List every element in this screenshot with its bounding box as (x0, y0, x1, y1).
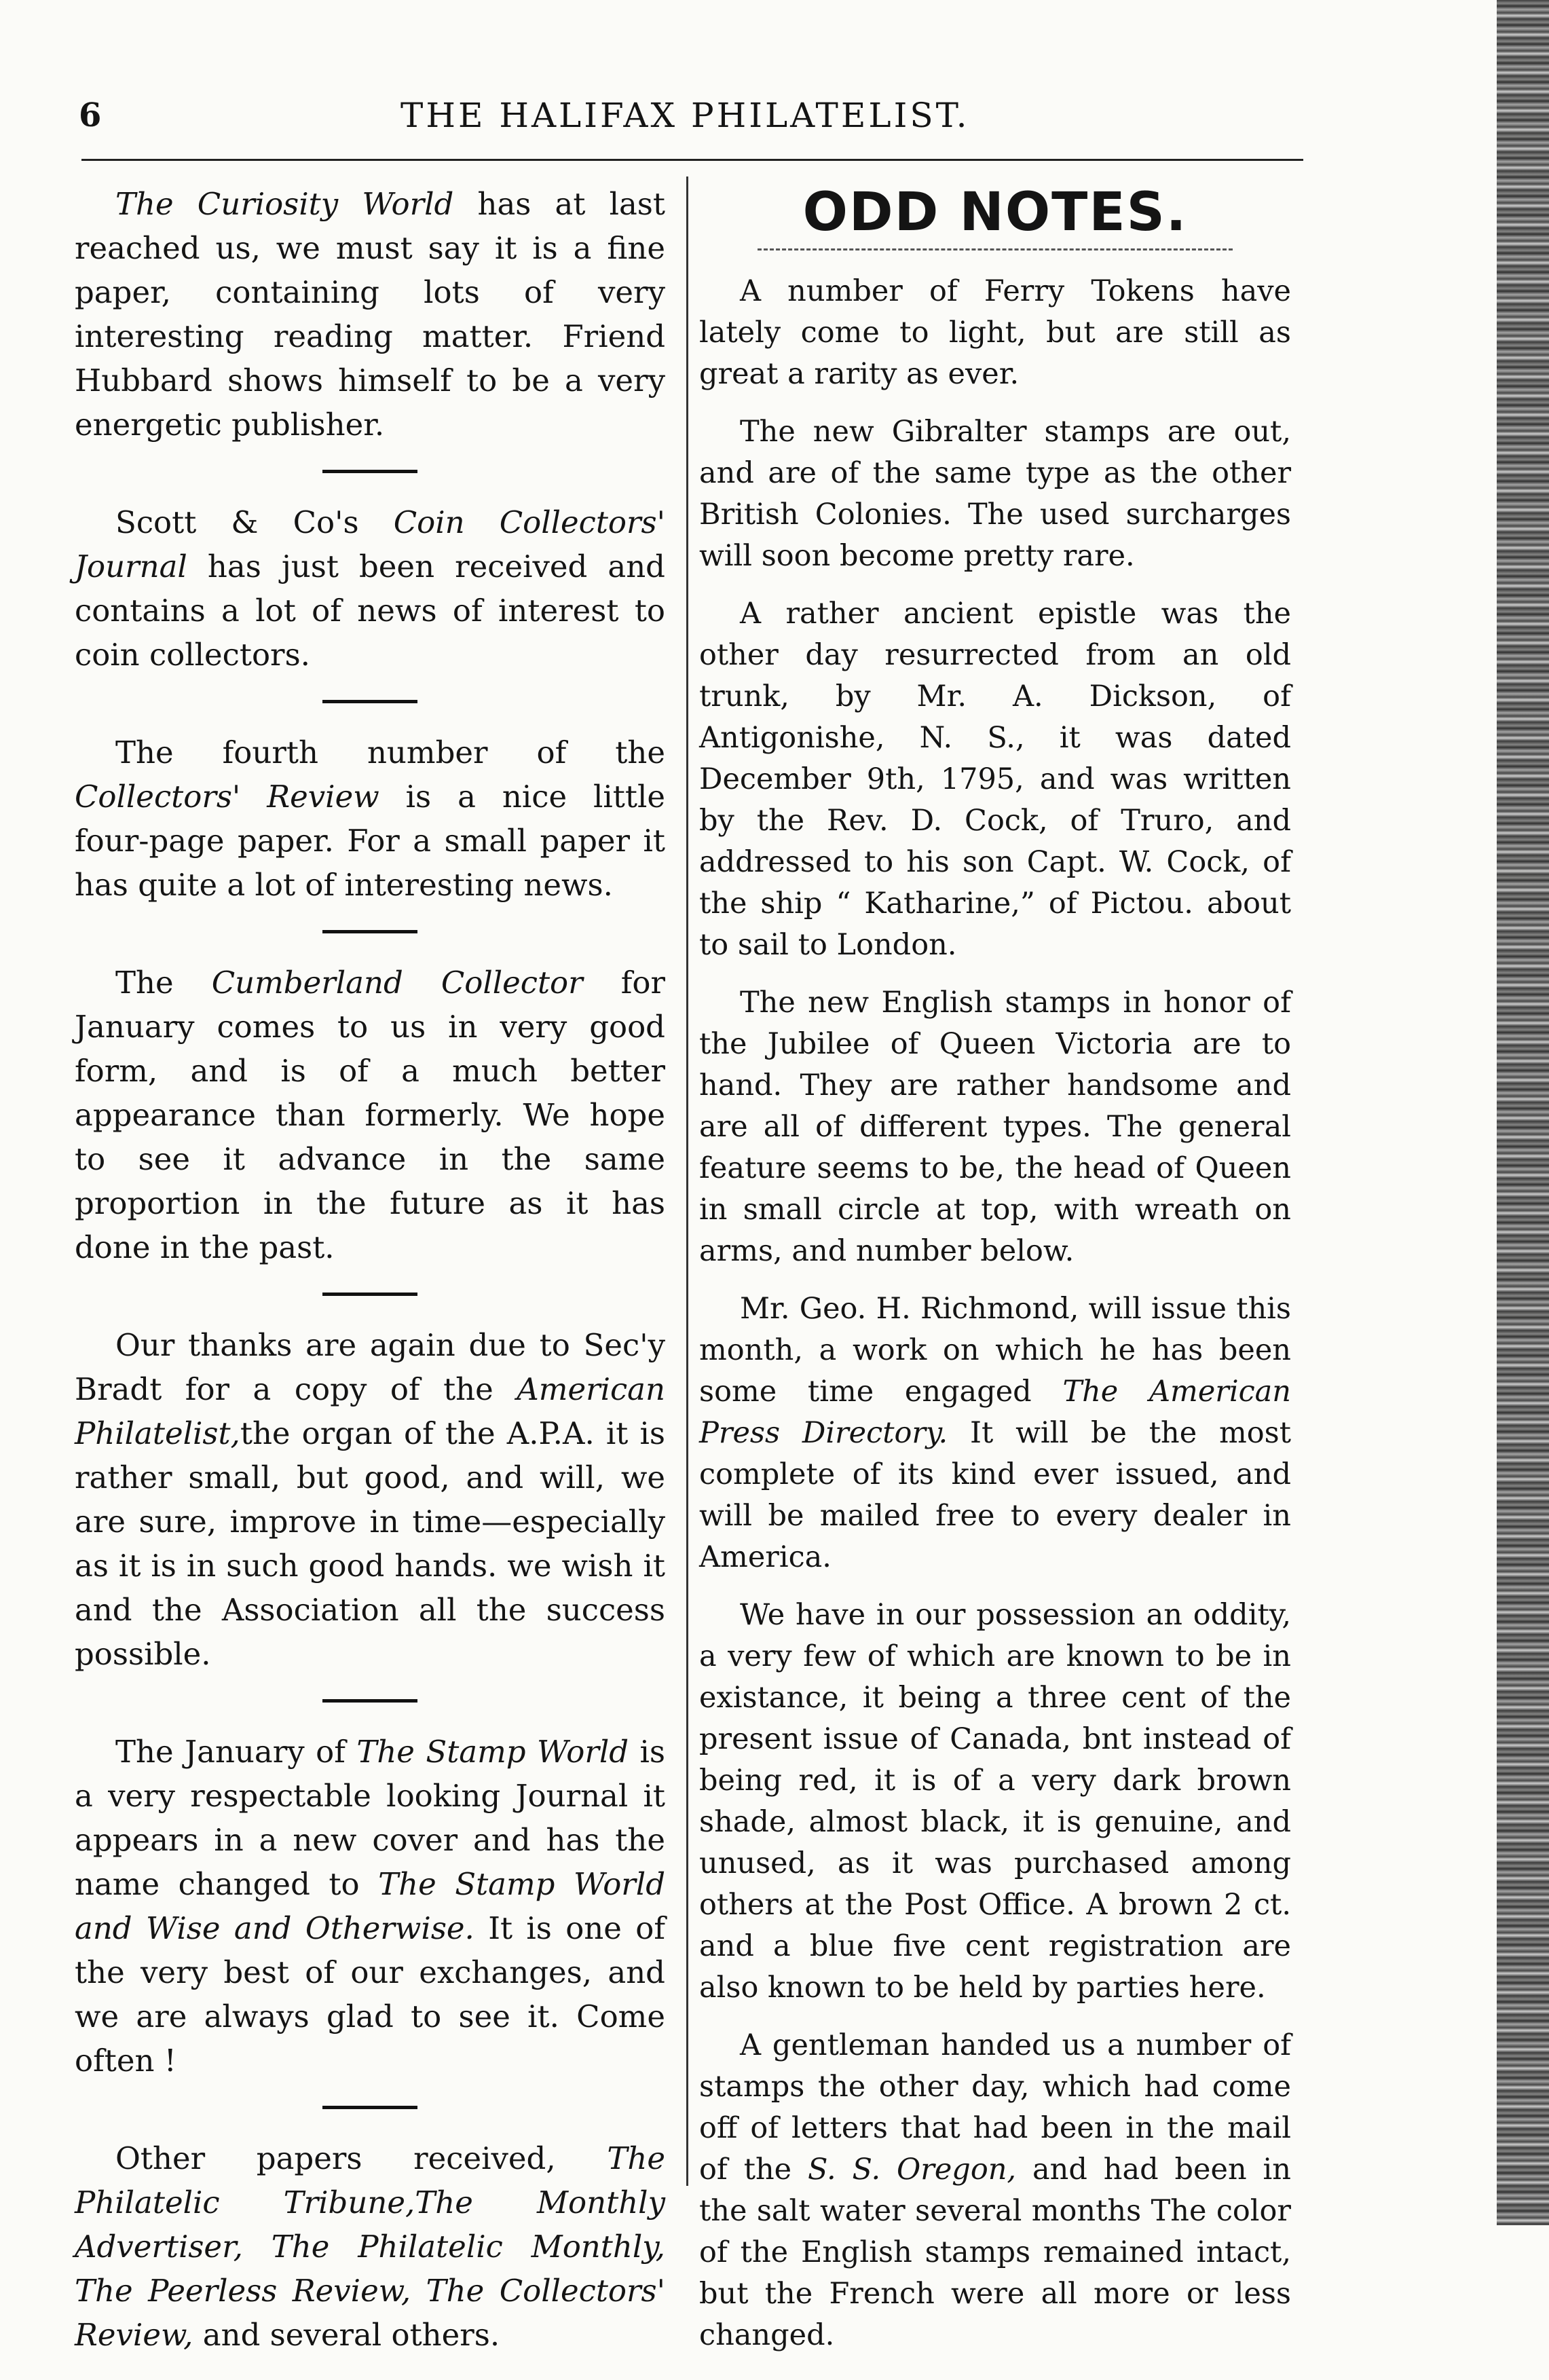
page-header (0, 88, 1549, 143)
text-run: and had been in the salt water several months The color of the English stamps remained intact, but the French were all more or less changed. (699, 2153, 1292, 2352)
heading-dash-rule (758, 248, 1233, 250)
italic-title-run: The Stamp World and Wise and Otherwise. (75, 1866, 665, 1946)
text-run: The new English stamps in honor of the Jubilee of Queen Victoria are to hand. They are rather handsome and are all of different types. The general feature seems to be, the head of Queen in small circle at top, with wreath on arms, and number below. (699, 986, 1291, 1268)
article-separator (322, 930, 417, 933)
odd-notes-heading: ODD NOTES. (802, 182, 1188, 243)
text-run: The fourth number of the (115, 735, 665, 770)
article-paragraph (699, 411, 1291, 577)
italic-title-run: The American Press Directory. (699, 1375, 1291, 1450)
text-run: A rather ancient epistle was the other day resurrected from an old trunk, by Mr. A. Dickson, of Antigonishe, N. S., it was dated December 9th, 1795, and was written by the Rev. D. Cock, of Truro, and addressed to his son Capt. W. Cock, of the ship “ Katharine,” of Pictou. about to sail to London. (699, 597, 1291, 962)
article-paragraph (75, 1323, 665, 1676)
article-separator (322, 1293, 417, 1296)
article-paragraph (699, 593, 1291, 966)
article-paragraph (699, 2025, 1291, 2356)
article-paragraph (699, 271, 1291, 395)
text-run: for January comes to us in very good form, and is of a much better appearance than formerly. We hope to see it advance in the same proportion in the future as it has done in the past. (75, 965, 665, 1265)
text-run: A number of Ferry Tokens have lately come to light, but are still as great a rarity as ever. (699, 274, 1291, 391)
text-run: and several others. (193, 2317, 500, 2353)
italic-title-run: Cumberland Collector (211, 965, 583, 1001)
column-divider (686, 176, 688, 2186)
italic-title-run: Coin Collectors' Journal (75, 504, 665, 584)
article-paragraph (75, 961, 665, 1269)
left-column (75, 182, 665, 2380)
italic-title-run: S. S. Oregon, (808, 2153, 1017, 2187)
text-run: The (115, 965, 212, 1001)
article-paragraph (75, 500, 665, 677)
text-run: It is one of the very best of our exchanges, and we are always glad to see it. Come often ! (75, 1910, 665, 2079)
page-number: 6 (79, 96, 102, 134)
text-run: It will be the most complete of its kind ever issued, and will be mailed free to every dealer in America. (699, 1416, 1291, 1574)
article-paragraph (75, 1730, 665, 2083)
publication-title: THE HALIFAX PHILATELIST. (400, 96, 970, 135)
italic-title-run: American Philatelist, (75, 1371, 665, 1451)
right-column (699, 182, 1291, 2373)
text-run: We have in our possession an oddity, a very few of which are known to be in existance, it being a three cent of the present issue of Canada, bnt instead of being red, it is of a very dark brown shade, almost black, it is genuine, and unused, as it was purchased among others at the Post Office. A brown 2 ct. and a blue five cent registration are also known to be held by parties here. (699, 1598, 1291, 2005)
text-run: Scott & Co's (115, 504, 394, 540)
article-separator (322, 700, 417, 703)
article-paragraph (75, 2136, 665, 2357)
text-run: Our thanks are again due to Sec'y Bradt for a copy of the (75, 1327, 665, 1407)
article-paragraph (699, 1288, 1291, 1578)
header-rule (81, 159, 1303, 161)
article-paragraph (75, 182, 665, 447)
text-run: is a very respectable looking Journal it appears in a new cover and has the name changed to (75, 1734, 665, 1902)
page-edge-binding (1497, 0, 1549, 2225)
text-run: A gentleman handed us a number of stamps the other day, which had come off of letters that had been in the mail of the (699, 2028, 1291, 2187)
text-run: The January of (115, 1734, 357, 1770)
article-paragraph (699, 982, 1291, 1272)
article-paragraph (699, 1595, 1291, 2009)
text-run: Mr. Geo. H. Richmond, will issue this month, a work on which he has been some time engaged (699, 1292, 1291, 1409)
italic-title-run: Collectors' Review (75, 779, 379, 815)
text-run: has just been received and contains a lot of news of interest to coin collectors. (75, 548, 665, 673)
text-run: the organ of the A.P.A. it is rather small, but good, and will, we are sure, improve in time—especially as it is in such good hands. we wish it and the Association all the success possible. (75, 1415, 665, 1672)
text-run: The new Gibralter stamps are out, and are of the same type as the other British Colonies. The used surcharges will soon become pretty rare. (699, 415, 1291, 573)
article-separator (322, 1699, 417, 1703)
article-paragraph (75, 730, 665, 907)
italic-title-run: The Philatelic Tribune,The Monthly Advertiser, The Philatelic Monthly, The Peerless Review, The Collectors' Review, (75, 2140, 665, 2353)
text-run: is a nice little four-page paper. For a small paper it has quite a lot of interesting news. (75, 779, 665, 903)
article-separator (322, 2106, 417, 2109)
italic-title-run: The Stamp World (356, 1734, 629, 1770)
text-run: has at last reached us, we must say it is a fine paper, containing lots of very interesting reading matter. Friend Hubbard shows himself to be a very energetic publisher. (75, 186, 665, 443)
text-run: Other papers received, (115, 2140, 608, 2176)
article-separator (322, 470, 417, 473)
italic-title-run: The Curiosity World (115, 186, 454, 222)
